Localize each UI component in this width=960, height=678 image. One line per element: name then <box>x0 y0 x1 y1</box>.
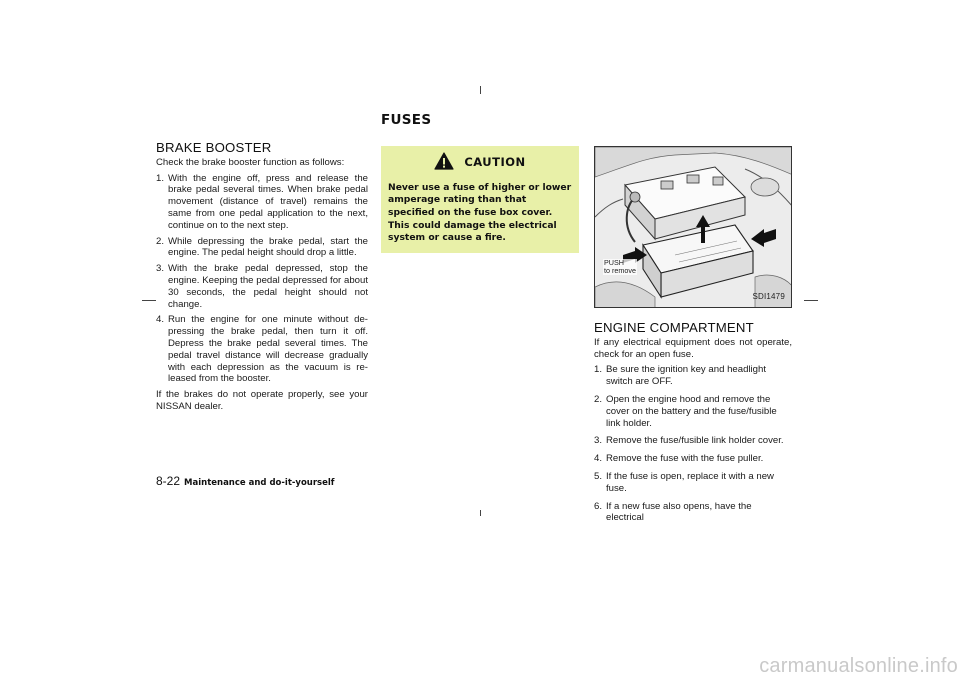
fuse-holder-illustration <box>594 146 792 308</box>
caution-header <box>388 152 572 174</box>
figure-callout-line1: PUSH <box>604 258 624 267</box>
engine-compartment-steps <box>594 364 792 524</box>
warning-triangle-icon <box>434 152 454 174</box>
caution-section <box>381 146 579 253</box>
brake-booster-intro: Check the brake booster function as follows: <box>156 156 345 168</box>
crop-mark-right <box>804 300 818 301</box>
engine-compartment-heading: ENGINE COMPARTMENT <box>594 320 754 335</box>
list-item: 3. With the brake pedal depressed, stop the engine. Keeping the pedal depressed for about 30 seconds, the pedal height should not change. <box>156 263 368 310</box>
list-item: 2. Open the engine hood and remove the cover on the battery and the fuse/fusible link holder. <box>594 393 777 429</box>
list-item: 4. Remove the fuse with the fuse puller. <box>594 453 764 465</box>
list-item: 4. Run the engine for one minute without de-pressing the brake pedal, then turn it off. Depress the brake pedal several times. The pedal travel distance will decrease gradually with each depression as the vacuum is re-leased from the booster. <box>156 314 368 385</box>
crop-mark-top <box>480 86 481 94</box>
list-item: 3. Remove the fuse/fusible link holder cover. <box>594 435 784 447</box>
caution-box <box>381 146 579 253</box>
brake-booster-heading: BRAKE BOOSTER <box>156 140 272 155</box>
list-item: 5. If the fuse is open, replace it with a new fuse. <box>594 470 774 494</box>
list-item: 1. With the engine off, press and release the brake pedal several times. When brake pedal movement (distance of travel) remains the same from one pedal application to the next, continue on to the next step. <box>156 172 368 231</box>
list-item: 2. While depressing the brake pedal, start the engine. The pedal height should drop a little. <box>156 235 368 259</box>
engine-compartment-intro: If any electrical equipment does not operate, check for an open fuse. <box>594 336 792 360</box>
figure-code: SDI1479 <box>752 292 785 302</box>
brake-booster-closing: If the brakes do not operate properly, see your NISSAN dealer. <box>156 389 368 412</box>
engine-compartment-section <box>594 146 792 530</box>
figure-callout-line2: to remove <box>604 266 636 275</box>
list-item: 6. If a new fuse also opens, have the electrical <box>594 500 752 524</box>
brake-booster-steps <box>156 173 368 386</box>
page-footer <box>156 474 334 488</box>
chapter-title: Maintenance and do-it-yourself <box>184 478 335 488</box>
caution-title: CAUTION <box>464 155 526 169</box>
figure-callout <box>603 259 637 275</box>
crop-mark-left <box>142 300 156 301</box>
crop-mark-bottom <box>480 510 481 516</box>
section-title: FUSES <box>381 112 432 128</box>
engine-bay-drawing <box>595 147 792 308</box>
list-item: 1. Be sure the ignition key and headlight switch are OFF. <box>594 364 767 388</box>
page-number: 8-22 <box>156 474 181 488</box>
caution-text: Never use a fuse of higher or lower amperage rating than that specified on the fuse box cover. This could damage the electrical system or cause a fire. <box>388 181 572 244</box>
brake-booster-section <box>156 142 368 413</box>
watermark-link[interactable]: carmanualsonline.info <box>759 655 958 677</box>
